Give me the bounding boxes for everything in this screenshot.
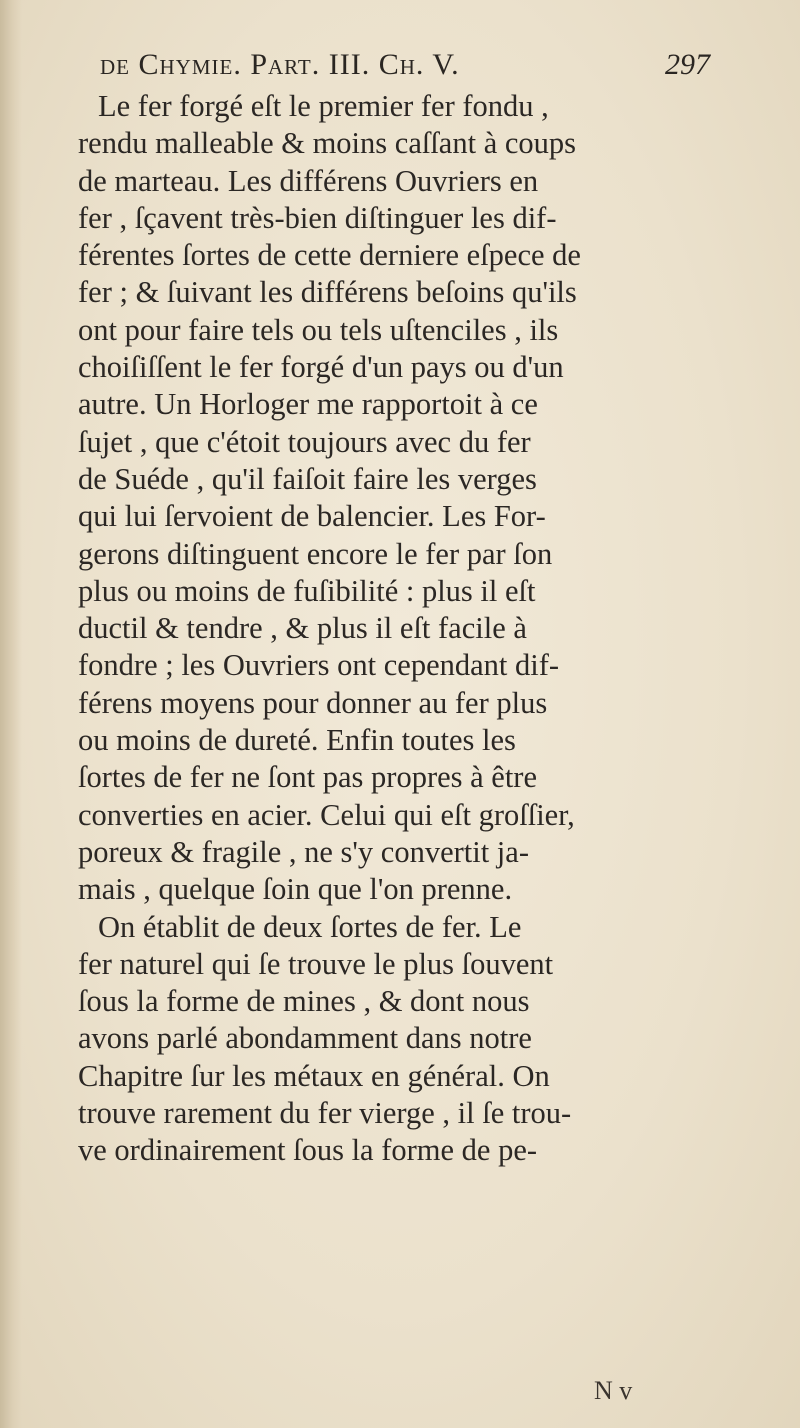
text-line: plus ou moins de fuſibilité : plus il eſt: [78, 573, 536, 608]
text-line: trouve rarement du fer vierge , il ſe trou-: [78, 1096, 572, 1131]
text-line: fer , ſçavent très-bien diſtinguer les dif-: [78, 200, 557, 235]
text-line: gerons diſtinguent encore le fer par ſon: [78, 536, 553, 571]
text-line: fer ; & ſuivant les différens beſoins qu'ils: [78, 275, 577, 310]
text-line: Chapitre ſur les métaux en général. On: [78, 1058, 550, 1093]
text-line: de marteau. Les différens Ouvriers en: [78, 163, 539, 198]
text-line: avons parlé abondamment dans notre: [78, 1021, 532, 1056]
running-head: de Chymie. Part. III. Ch. V.: [100, 48, 460, 81]
text-line: poreux & fragile , ne s'y convertit ja-: [78, 834, 529, 869]
text-line: ve ordinairement ſous la forme de pe-: [78, 1133, 538, 1168]
text-line: choiſiſſent le fer forgé d'un pays ou d'un: [78, 350, 564, 385]
text-line: férentes ſortes de cette derniere eſpece de: [78, 238, 581, 273]
text-line: ou moins de dureté. Enfin toutes les: [78, 723, 516, 758]
text-line: fer naturel qui ſe trouve le plus ſouvent: [78, 946, 554, 981]
page-header: [100, 48, 710, 88]
text-line: On établit de deux ſortes de fer. Le: [98, 909, 522, 944]
text-line: ont pour faire tels ou tels uſtenciles , ils: [78, 312, 559, 347]
text-line: férens moyens pour donner au fer plus: [78, 685, 548, 720]
text-line: ductil & tendre , & plus il eſt facile à: [78, 611, 527, 646]
text-line: rendu malleable & moins caſſant à coups: [78, 126, 577, 161]
text-line: Le fer forgé eſt le premier fer fondu ,: [98, 89, 549, 123]
page-gutter: [0, 0, 22, 1428]
text-line: converties en acier. Celui qui eſt groſſier,: [78, 797, 575, 832]
text-line: ſujet , que c'étoit toujours avec du fer: [78, 424, 531, 459]
text-line: fondre ; les Ouvriers ont cependant dif-: [78, 648, 560, 683]
text-line: de Suéde , qu'il faiſoit faire les verges: [78, 461, 537, 496]
page-number: 297: [665, 48, 710, 81]
body-text: [78, 88, 718, 1170]
text-line: ſortes de fer ne ſont pas propres à être: [78, 760, 538, 795]
signature-mark: N v: [594, 1376, 633, 1405]
text-line: qui lui ſervoient de balencier. Les For-: [78, 499, 546, 534]
text-line: autre. Un Horloger me rapportoit à ce: [78, 387, 538, 422]
text-line: ſous la forme de mines , & dont nous: [78, 984, 530, 1019]
text-line: mais , quelque ſoin que l'on prenne.: [78, 872, 513, 907]
